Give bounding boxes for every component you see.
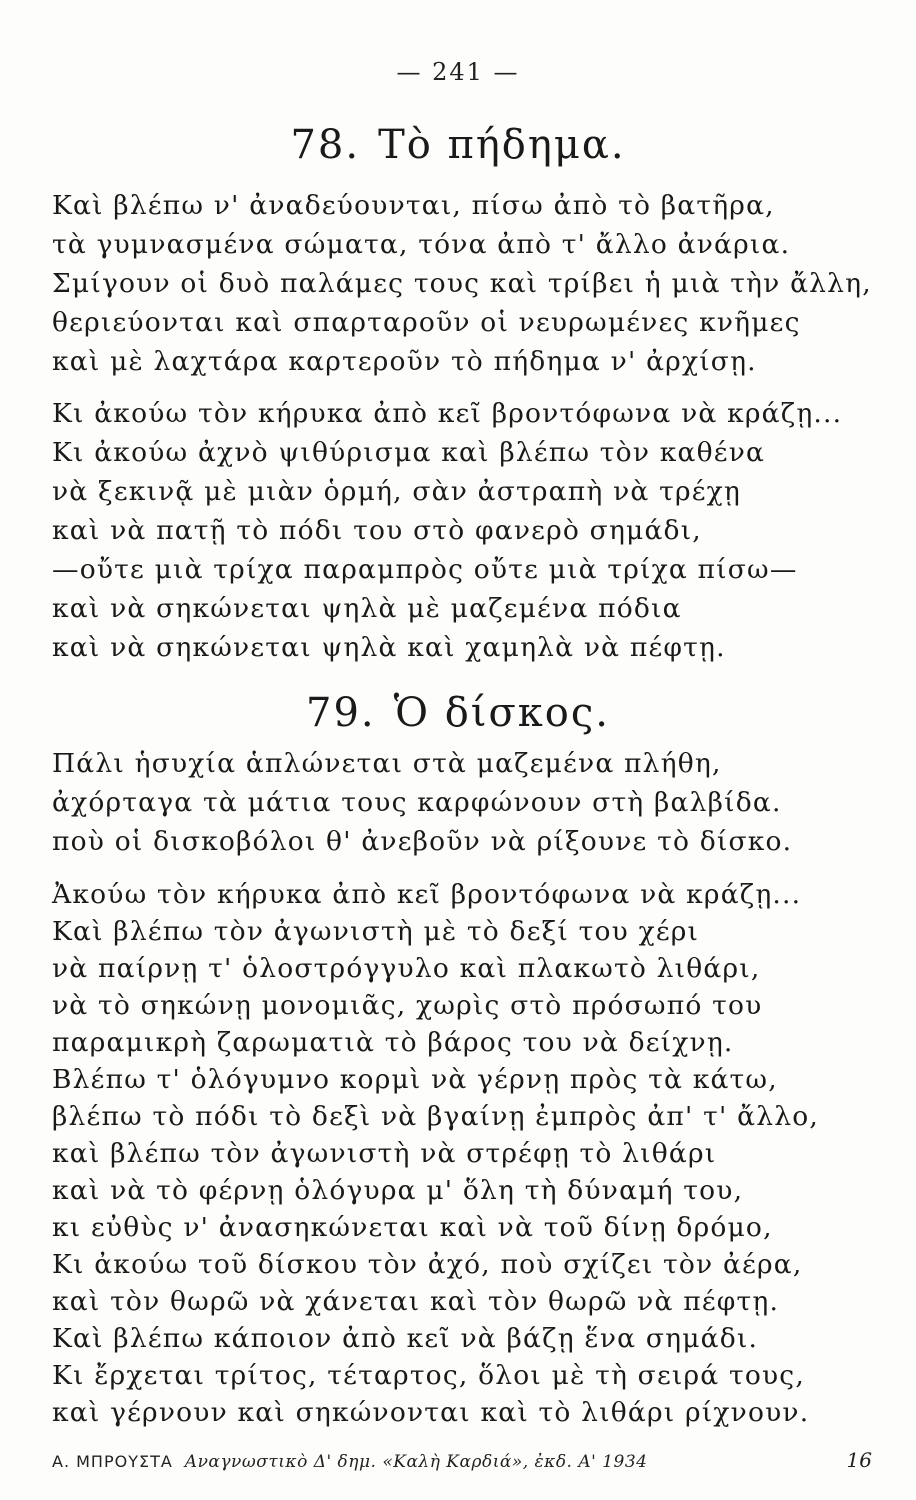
verse-line: Κι ἀκούω τοῦ δίσκου τὸν ἀχό, ποὺ σχίζει τὸν ἀέρα, bbox=[52, 1249, 803, 1280]
verse-line: Ἀκούω τὸν κήρυκα ἀπὸ κεῖ βροντόφωνα νὰ κράζῃ... bbox=[52, 879, 802, 910]
poem-title bbox=[0, 122, 916, 168]
verse-line: καὶ τὸν θωρῶ νὰ χάνεται καὶ τὸν θωρῶ νὰ πέφτῃ. bbox=[52, 1286, 780, 1317]
stanza bbox=[52, 876, 872, 1431]
verse-line: Σμίγουν οἱ δυὸ παλάμες τους καὶ τρίβει ἡ μιὰ τὴν ἄλλη, bbox=[52, 268, 872, 299]
poem-number: 79. bbox=[306, 690, 376, 736]
stanza bbox=[52, 186, 872, 381]
verse-line: ἀχόρταγα τὰ μάτια τους καρφώνουν στὴ βαλβίδα. bbox=[52, 787, 782, 818]
verse-line: Βλέπω τ' ὁλόγυμνο κορμὶ νὰ γέρνῃ πρὸς τὰ κάτω, bbox=[52, 1064, 778, 1095]
stanza bbox=[52, 394, 872, 667]
verse-line: Κι ἀκούω ἀχνὸ ψιθύρισμα καὶ βλέπω τὸν καθένα bbox=[52, 437, 766, 468]
verse-line: Κι ἔρχεται τρίτος, τέταρτος, ὅλοι μὲ τὴ σειρά τους, bbox=[52, 1360, 805, 1391]
verse-line: νὰ τὸ σηκώνῃ μονομιᾶς, χωρὶς στὸ πρόσωπό του bbox=[52, 990, 763, 1021]
verse-line: νὰ ξεκινᾷ μὲ μιὰν ὁρμή, σὰν ἀστραπὴ νὰ τρέχῃ bbox=[52, 476, 742, 507]
verse-line: νὰ παίρνῃ τ' ὁλοστρόγγυλο καὶ πλακωτὸ λιθάρι, bbox=[52, 953, 761, 984]
verse-line: καὶ νὰ τὸ φέρνῃ ὁλόγυρα μ' ὅλη τὴ δύναμή του, bbox=[52, 1175, 744, 1206]
verse-line: παραμικρὴ ζαρωματιὰ τὸ βάρος του νὰ δείχνῃ. bbox=[52, 1027, 734, 1058]
footer-book-info: Αναγνωστικὸ Δ' δημ. «Καλὴ Καρδιά», ἐκδ. Α' 1934 bbox=[184, 1452, 648, 1472]
poem-title-text: Ὁ δίσκος. bbox=[393, 690, 610, 736]
verse-line: Καὶ βλέπω τὸν ἀγωνιστὴ μὲ τὸ δεξί του χέρι bbox=[52, 916, 700, 947]
verse-line: καὶ γέρνουν καὶ σηκώνονται καὶ τὸ λιθάρι ρίχνουν. bbox=[52, 1397, 810, 1428]
verse-line: καὶ νὰ πατῇ τὸ πόδι του στὸ φανερὸ σημάδι, bbox=[52, 515, 702, 546]
verse-line: καὶ νὰ σηκώνεται ψηλὰ καὶ χαμηλὰ νὰ πέφτῃ. bbox=[52, 632, 726, 663]
verse-line: Καὶ βλέπω ν' ἀναδεύουνται, πίσω ἀπὸ τὸ βατῆρα, bbox=[52, 190, 775, 221]
verse-line: Πάλι ἡσυχία ἁπλώνεται στὰ μαζεμένα πλήθη, bbox=[52, 748, 722, 779]
verse-line: θεριεύονται καὶ σπαρταροῦν οἱ νευρωμένες κνῆμες bbox=[52, 307, 801, 338]
verse-line: καὶ νὰ σηκώνεται ψηλὰ μὲ μαζεμένα πόδια bbox=[52, 593, 682, 624]
verse-line: καὶ μὲ λαχτάρα καρτεροῦν τὸ πήδημα ν' ἀρχίσῃ. bbox=[52, 346, 757, 377]
page-footer bbox=[52, 1448, 872, 1472]
footer-author: Α. ΜΠΡΟΥΣΤΑ bbox=[52, 1452, 173, 1471]
verse-line: ποὺ οἱ δισκοβόλοι θ' ἀνεβοῦν νὰ ρίξουνε τὸ δίσκο. bbox=[52, 826, 793, 857]
footer-signature: 16 bbox=[846, 1448, 872, 1472]
verse-line: βλέπω τὸ πόδι τὸ δεξὶ νὰ βγαίνῃ ἐμπρὸς ἀπ' τ' ἄλλο, bbox=[52, 1101, 819, 1132]
stanza bbox=[52, 744, 872, 861]
verse-line: Καὶ βλέπω κάποιον ἀπὸ κεῖ νὰ βάζῃ ἕνα σημάδι. bbox=[52, 1323, 759, 1354]
poem-number: 78. bbox=[290, 122, 361, 168]
poem-title bbox=[0, 690, 916, 736]
page-number: — 241 — bbox=[396, 58, 520, 86]
verse-line: καὶ βλέπω τὸν ἀγωνιστὴ νὰ στρέφῃ τὸ λιθάρι bbox=[52, 1138, 717, 1169]
poem-title-text: Τὸ πήδημα. bbox=[378, 122, 626, 168]
verse-line: τὰ γυμνασμένα σώματα, τόνα ἀπὸ τ' ἄλλο ἀνάρια. bbox=[52, 229, 791, 260]
verse-line: —οὔτε μιὰ τρίχα παραμπρὸς οὔτε μιὰ τρίχα πίσω— bbox=[52, 554, 798, 585]
verse-line: κι εὐθὺς ν' ἀνασηκώνεται καὶ νὰ τοῦ δίνῃ δρόμο, bbox=[52, 1212, 773, 1243]
verse-line: Κι ἀκούω τὸν κήρυκα ἀπὸ κεῖ βροντόφωνα νὰ κράζῃ... bbox=[52, 398, 843, 429]
